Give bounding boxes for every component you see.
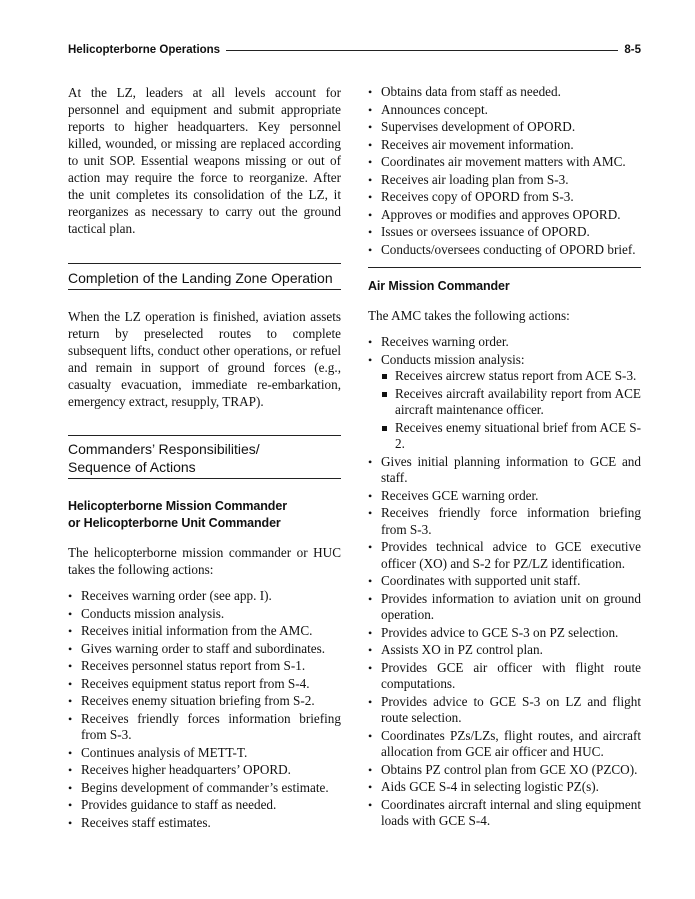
header-title: Helicopterborne Operations <box>68 44 221 56</box>
amc-sub-actions-list <box>381 368 641 453</box>
header-rule <box>226 50 618 51</box>
list-item: • Receives higher headquarters’ OPORD. <box>68 762 341 779</box>
list-item: • Obtains PZ control plan from GCE XO (PZCO). <box>368 762 641 779</box>
list-item: • Receives initial information from the AMC. <box>68 623 341 640</box>
sub-list-item: Receives aircrew status report from ACE S-3. <box>381 368 641 385</box>
list-item: • Gives warning order to staff and subordinates. <box>68 641 341 658</box>
list-item: • Supervises development of OPORD. <box>368 119 641 136</box>
sub-list-item: Receives aircraft availability report from ACE aircraft maintenance officer. <box>381 386 641 419</box>
list-item: • Begins development of commander’s estimate. <box>68 780 341 797</box>
list-item: • Receives friendly forces information briefing from S-3. <box>68 711 341 744</box>
huc-actions-list <box>68 588 341 831</box>
amc-actions-list <box>368 334 641 830</box>
list-item <box>368 352 641 453</box>
list-item: • Coordinates air movement matters with AMC. <box>368 154 641 171</box>
section-title-line1: Commanders’ Responsibilities/ <box>68 441 260 457</box>
subsection-title-line1: Helicopterborne Mission Commander <box>68 499 287 513</box>
list-item: • Receives warning order. <box>368 334 641 351</box>
list-item: • Approves or modifies and approves OPORD. <box>368 207 641 224</box>
list-item: • Receives air movement information. <box>368 137 641 154</box>
list-item: • Coordinates aircraft internal and sling equipment loads with GCE S-4. <box>368 797 641 830</box>
subsection-title-line2: or Helicopterborne Unit Commander <box>68 516 281 530</box>
list-item: • Gives initial planning information to GCE and staff. <box>368 454 641 487</box>
amc-intro: The AMC takes the following actions: <box>368 308 570 323</box>
list-item: • Provides guidance to staff as needed. <box>68 797 341 814</box>
list-item: • Provides advice to GCE S-3 on LZ and flight route selection. <box>368 694 641 727</box>
list-item: • Continues analysis of METT-T. <box>68 745 341 762</box>
list-item: • Receives staff estimates. <box>68 815 341 832</box>
running-header <box>68 42 641 58</box>
list-item: • Receives friendly force information briefing from S-3. <box>368 505 641 538</box>
list-item: • Receives warning order (see app. I). <box>68 588 341 605</box>
subsection-title-huc <box>68 498 341 532</box>
list-item: • Conducts/oversees conducting of OPORD brief. <box>368 242 641 259</box>
sub-list-item: Receives enemy situational brief from ACE S-2. <box>381 420 641 453</box>
list-item: • Announces concept. <box>368 102 641 119</box>
list-item: • Coordinates PZs/LZs, flight routes, and aircraft allocation from GCE air officer and HUC. <box>368 728 641 761</box>
list-item-text: Conducts mission analysis: <box>381 351 525 367</box>
list-item: • Aids GCE S-4 in selecting logistic PZ(s). <box>368 779 641 796</box>
intro-paragraph: At the LZ, leaders at all levels account for personnel and equipment and submit appropriate reports to higher headquarters. Key personnel killed, wounded, or missing are replaced according to unit SOP. Essential weapons missing or out of action may require the force to reorganize. After the unit completes its consolidation of the LZ, it reorganizes as necessary to carry out the ground tactical plan. <box>68 85 341 236</box>
list-item: • Receives equipment status report from S-4. <box>68 676 341 693</box>
list-item: • Provides information to aviation unit on ground operation. <box>368 591 641 624</box>
list-item: • Receives GCE warning order. <box>368 488 641 505</box>
section-title-completion: Completion of the Landing Zone Operation <box>68 263 341 290</box>
left-column <box>68 84 341 832</box>
list-item: • Receives personnel status report from S-1. <box>68 658 341 675</box>
section-title-line2: Sequence of Actions <box>68 459 196 475</box>
list-item: • Receives air loading plan from S-3. <box>368 172 641 189</box>
list-item: • Assists XO in PZ control plan. <box>368 642 641 659</box>
page-number: 8-5 <box>624 44 641 56</box>
section-rule <box>368 259 641 268</box>
list-item: • Coordinates with supported unit staff. <box>368 573 641 590</box>
completion-paragraph: When the LZ operation is finished, aviation assets return by preselected routes to complete subsequent lifts, conduct other operations, or refuel and remain in support of ground forces (e.g., casualty evacuation, immediate re-embarkation, emergency extract, resupply, TRAP). <box>68 309 341 409</box>
list-item: • Obtains data from staff as needed. <box>368 84 641 101</box>
list-item: • Provides GCE air officer with flight route computations. <box>368 660 641 693</box>
section-title-responsibilities <box>68 435 341 479</box>
list-item: • Receives copy of OPORD from S-3. <box>368 189 641 206</box>
list-item: • Provides technical advice to GCE executive officer (XO) and S-2 for PZ/LZ identification. <box>368 539 641 572</box>
subsection-title-amc: Air Mission Commander <box>368 279 510 293</box>
list-item: • Issues or oversees issuance of OPORD. <box>368 224 641 241</box>
huc-actions-list-cont <box>368 84 641 258</box>
list-item: • Conducts mission analysis. <box>68 606 341 623</box>
list-item: • Provides advice to GCE S-3 on PZ selection. <box>368 625 641 642</box>
huc-intro: The helicopterborne mission commander or HUC takes the following actions: <box>68 545 341 577</box>
list-item: • Receives enemy situation briefing from S-2. <box>68 693 341 710</box>
right-column <box>368 84 641 831</box>
